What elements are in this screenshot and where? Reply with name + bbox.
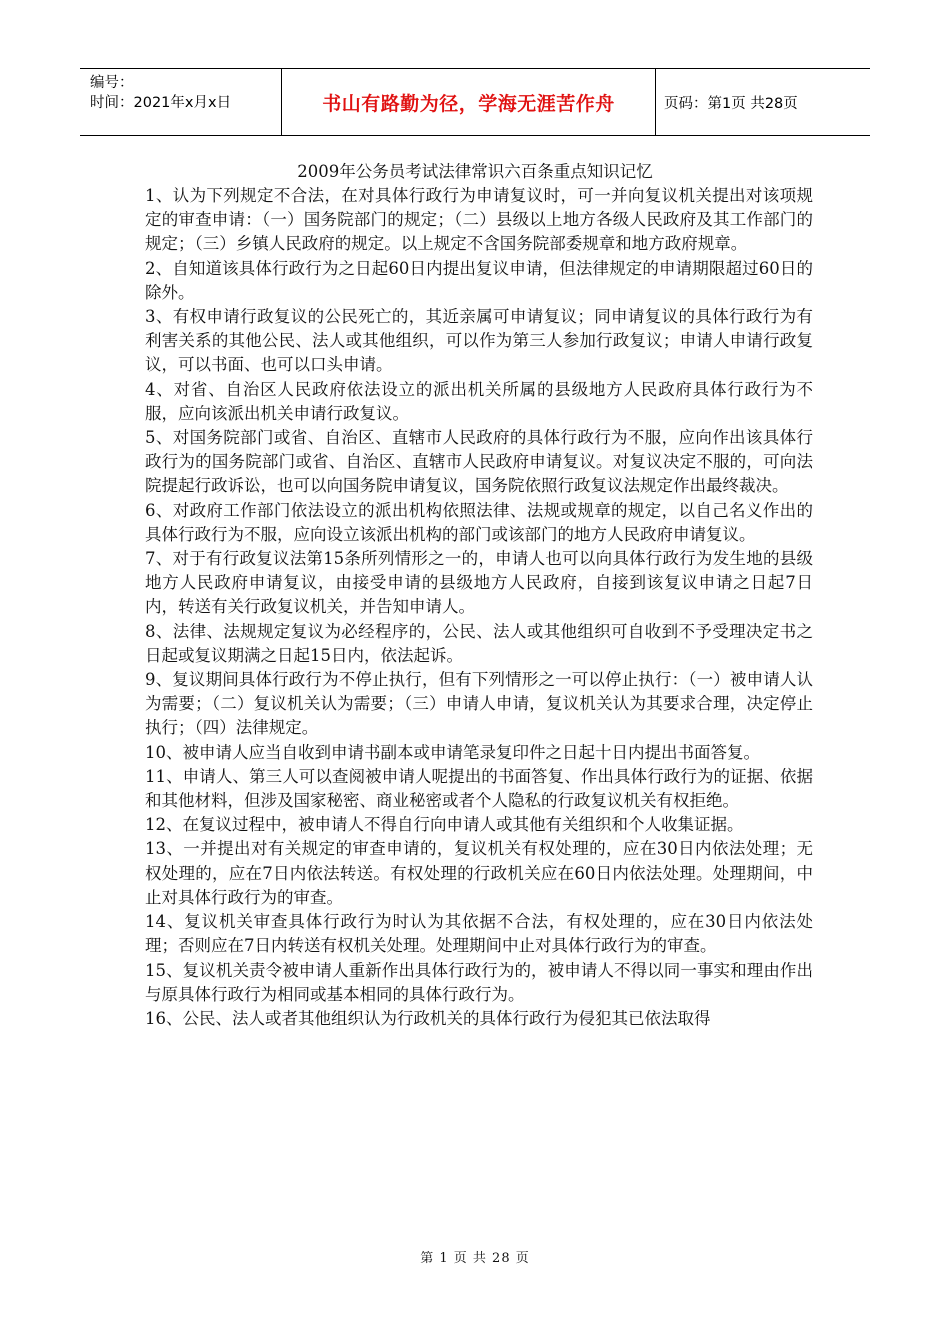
paragraph: 15、复议机关责令被申请人重新作出具体行政行为的，被申请人不得以同一事实和理由作出与原具体行政行为相同或基本相同的具体行政行为。 bbox=[145, 960, 813, 1004]
document-title: 2009年公务员考试法律常识六百条重点知识记忆 bbox=[297, 162, 653, 181]
paragraph: 2、自知道该具体行政行为之日起60日内提出复议申请，但法律规定的申请期限超过60日的除外。 bbox=[145, 258, 813, 302]
paragraph: 7、对于有行政复议法第15条所列情形之一的，申请人也可以向具体行政行为发生地的县级地方人民政府申请复议，由接受申请的县级地方人民政府，自接到该复议申请之日起7日内，转送有关行政复议机关，并告知申请人。 bbox=[145, 549, 813, 617]
paragraph: 12、在复议过程中，被申请人不得自行向申请人或其他有关组织和个人收集证据。 bbox=[145, 815, 744, 835]
number-label: 编号： bbox=[90, 75, 134, 91]
header-meta bbox=[80, 69, 282, 135]
paragraph: 10、被申请人应当自收到申请书副本或申请笔录复印件之日起十日内提出书面答复。 bbox=[145, 742, 760, 762]
paragraph: 14、复议机关审查具体行政行为时认为其依据不合法，有权处理的，应在30日内依法处理；否则应在7日内转送有权机关处理。处理期间中止对具体行政行为的审查。 bbox=[145, 912, 813, 956]
paragraph: 6、对政府工作部门依法设立的派出机构依照法律、法规或规章的规定，以自己名义作出的具体行政行为不服，应向设立该派出机构的部门或该部门的地方人民政府申请复议。 bbox=[145, 500, 813, 544]
header-page-info: 页码：第1页 共28页 bbox=[664, 95, 798, 112]
paragraph: 3、有权申请行政复议的公民死亡的，其近亲属可申请复议；同申请复议的具体行政行为有利害关系的其他公民、法人或其他组织，可以作为第三人参加行政复议；申请人申请行政复议，可以书面、也可以口头申请。 bbox=[145, 307, 813, 375]
paragraph: 11、申请人、第三人可以查阅被申请人呢提出的书面答复、作出具体行政行为的证据、依据和其他材料，但涉及国家秘密、商业秘密或者个人隐私的行政复议机关有权拒绝。 bbox=[145, 766, 813, 811]
paragraph: 13、一并提出对有关规定的审查申请的，复议机关有权处理的，应在30日内依法处理；无权处理的，应在7日内依法转送。有权处理的行政机关应在60日内依法处理。处理期间，中止对具体行政行为的审查。 bbox=[145, 839, 813, 907]
paragraph: 1、认为下列规定不合法，在对具体行政行为申请复议时，可一并向复议机关提出对该项规定的审查申请：（一）国务院部门的规定；（二）县级以上地方各级人民政府及其工作部门的规定；（三）乡镇人民政府的规定。以上规定不含国务院部委规章和地方政府规章。 bbox=[145, 186, 813, 254]
document-header bbox=[80, 68, 870, 136]
paragraph: 4、对省、自治区人民政府依法设立的派出机关所属的县级地方人民政府具体行政行为不服，应向该派出机关申请行政复议。 bbox=[145, 379, 813, 423]
document-body bbox=[145, 184, 813, 1031]
paragraph: 8、法律、法规规定复议为必经程序的，公民、法人或其他组织可自收到不予受理决定书之日起或复议期满之日起15日内，依法起诉。 bbox=[145, 621, 813, 665]
paragraph: 5、对国务院部门或省、自治区、直辖市人民政府的具体行政行为不服，应向作出该具体行政行为的国务院部门或省、自治区、直辖市人民政府申请复议。对复议决定不服的，可向法院提起行政诉讼，也可以向国务院申请复议，国务院依照行政复议法规定作出最终裁决。 bbox=[145, 428, 813, 496]
page-footer: 第 1 页 共 28 页 bbox=[420, 1251, 530, 1266]
paragraph: 16、公民、法人或者其他组织认为行政机关的具体行政行为侵犯其已依法取得 bbox=[145, 1008, 711, 1028]
paragraph: 9、复议期间具体行政行为不停止执行，但有下列情形之一可以停止执行：（一）被申请人认为需要；（二）复议机关认为需要；（三）申请人申请，复议机关认为其要求合理，决定停止执行；（四）法律规定。 bbox=[145, 670, 813, 738]
time-label: 时间：2021年x月x日 bbox=[90, 95, 232, 111]
header-motto: 书山有路勤为径，学海无涯苦作舟 bbox=[282, 69, 656, 135]
